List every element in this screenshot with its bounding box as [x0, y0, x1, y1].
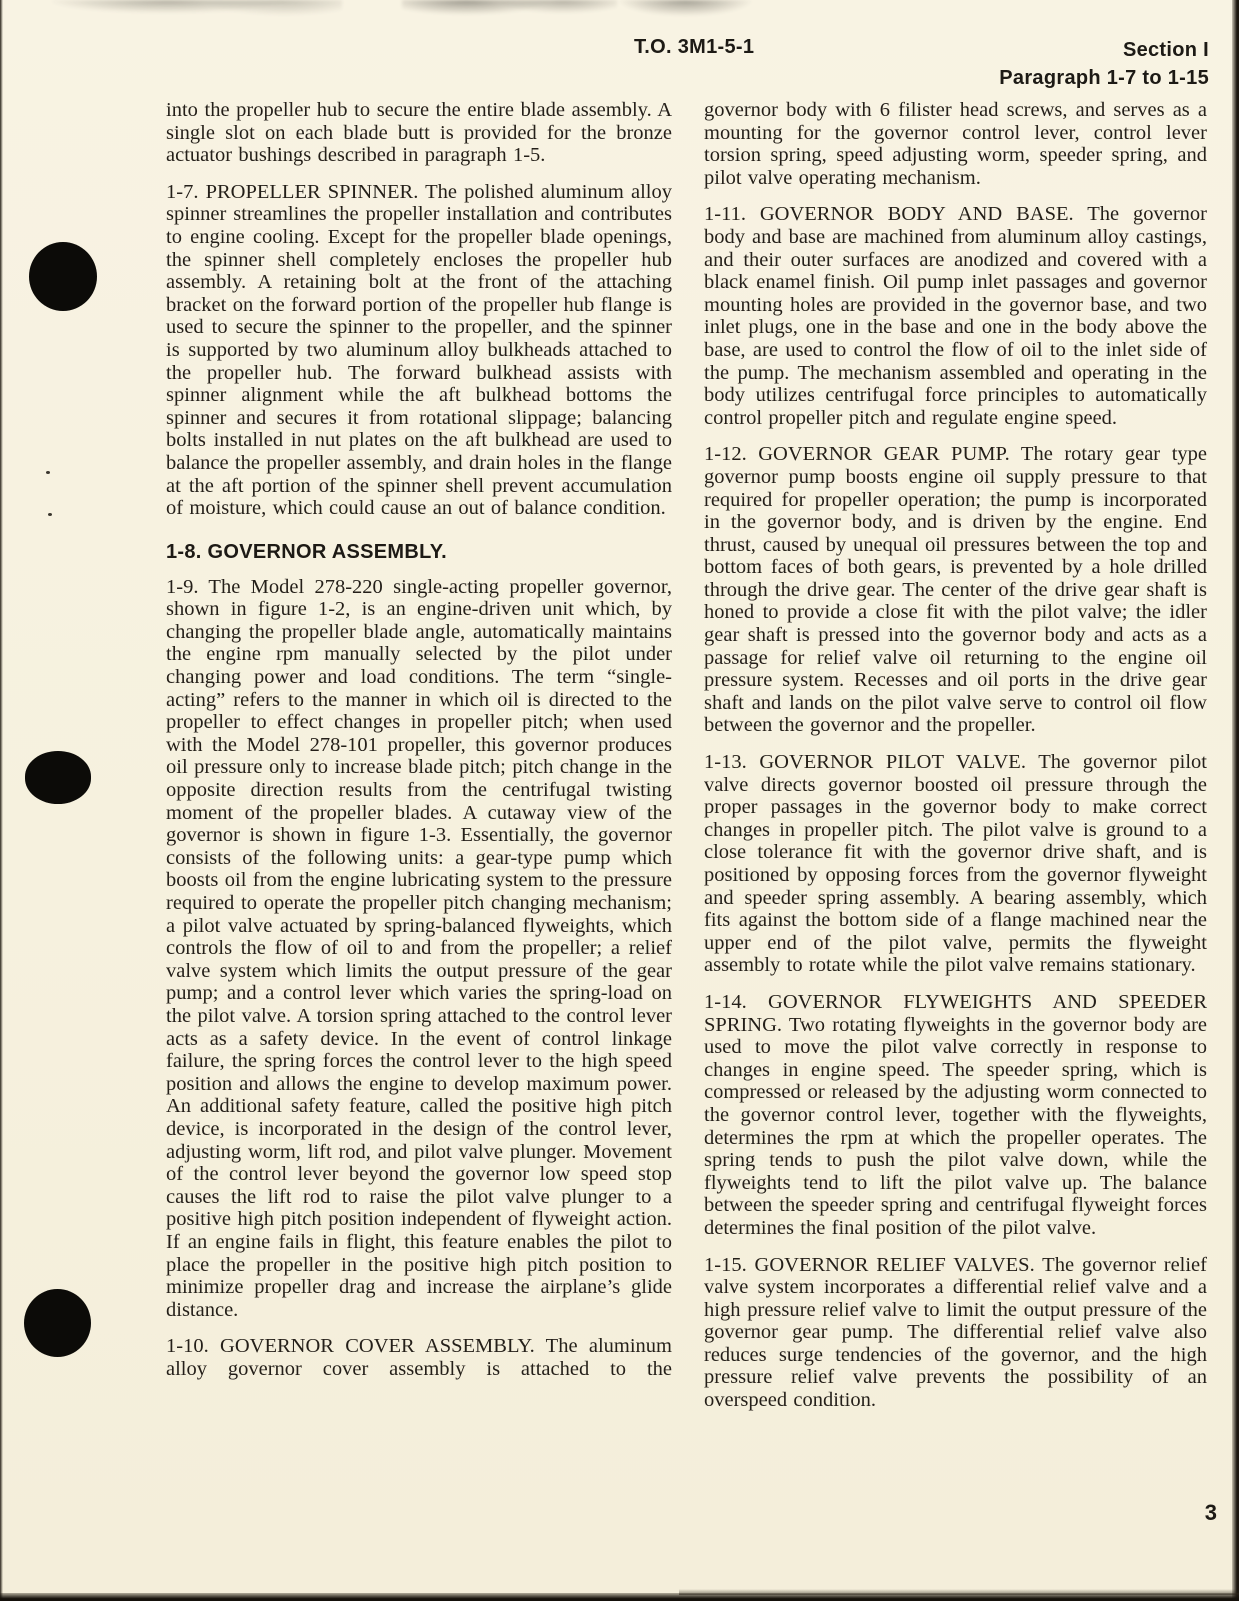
paragraph-1-10-continuation: governor body with 6 filister head screws, and serves as a mounting for the governor control lever, control lever torsion spring, speed adjusting worm, speeder spring, and pilot valve operating mechanism. — [704, 99, 1207, 189]
hole-punch-mark — [29, 242, 97, 311]
paragraph-1-7: 1-7. PROPELLER SPINNER. The polished aluminum alloy spinner streamlines the propeller installation and contributes to engine cooling. Except for the propeller blade openings, the spinner shell completely encloses the propeller hub assembly. A retaining bolt at the front of the attaching bracket on the forward portion of the propeller hub flange is used to secure the spinner to the propeller, and the spinner is supported by two aluminum alloy bulkheads attached to the propeller hub. The forward bulkhead assists with spinner alignment while the aft bulkhead bottoms the spinner and secures it from rotational slippage; balancing bolts installed in nut plates on the aft bulkhead are used to balance the propeller assembly, and drain holes in the flange at the aft portion of the spinner shell prevent accumulation of moisture, which could cause an out of balance condition. — [166, 180, 672, 520]
scan-smudge — [52, 0, 342, 16]
hole-punch-mark — [24, 1289, 91, 1357]
paragraph-range-label: Paragraph 1-7 to 1-15 — [999, 67, 1209, 89]
section-heading-1-8: 1-8. GOVERNOR ASSEMBLY. — [166, 540, 448, 563]
paragraph-1-10: 1-10. GOVERNOR COVER ASSEMBLY. The aluminum alloy governor cover assembly is attached to the — [166, 1335, 672, 1380]
ink-speck — [48, 513, 52, 516]
scan-smudge — [402, 0, 617, 16]
scan-edge-left — [0, 0, 3, 1601]
ink-speck — [46, 471, 50, 474]
scan-edge-right — [1232, 0, 1239, 1601]
scan-smudge — [618, 0, 753, 16]
paragraph-1-12: 1-12. GOVERNOR GEAR PUMP. The rotary gear type governor pump boosts engine oil supply pressure to that required for propeller operation; the pump is incorporated in the governor body, and is driven by the engine. End thrust, caused by unequal oil pressures between the top and bottom faces of both gears, is prevented by a hole drilled through the drive gear. The center of the drive gear shaft is honed to provide a close fit with the pilot valve; the idler gear shaft is pressed into the governor body and acts as a passage for relief valve oil returning to the engine oil pressure system. Recesses and oil ports in the drive gear shaft and lands on the pilot valve serve to control oil flow between the governor and the propeller. — [704, 443, 1207, 737]
paragraph-continuation: into the propeller hub to secure the entire blade assembly. A single slot on each blade butt is provided for the bronze actuator bushings described in paragraph 1-5. — [166, 99, 672, 167]
paragraph-1-14: 1-14. GOVERNOR FLYWEIGHTS AND SPEEDER SPRING. Two rotating flyweights in the governor body are used to move the pilot valve correctly in response to changes in engine speed. The speeder spring, which is compressed or released by the adjusting worm connected to the governor control lever, together with the flyweights, determines the rpm at which the propeller operates. The spring tends to push the pilot valve down, while the flyweights tend to lift the pilot valve up. The balance between the speeder spring and centrifugal flyweight forces determines the final position of the pilot valve. — [704, 990, 1207, 1239]
header-right — [999, 36, 1209, 92]
right-column — [704, 99, 1207, 1426]
paragraph-1-9: 1-9. The Model 278-220 single-acting propeller governor, shown in figure 1-2, is an engine-driven unit which, by changing the propeller blade angle, automatically maintains the engine rpm manually selected by the pilot under changing power and load conditions. The term “single-acting” refers to the manner in which oil is directed to the propeller to effect changes in propeller pitch; when used with the Model 278-101 propeller, this governor produces oil pressure only to increase blade pitch; pitch change in the opposite direction results from the centrifugal twisting moment of the propeller blades. A cutaway view of the governor is shown in figure 1-3. Essentially, the governor consists of the following units: a gear-type pump which boosts oil from the engine lubricating system to the pressure required to operate the propeller pitch changing mechanism; a pilot valve actuated by spring-balanced flyweights, which controls the flow of oil to and from the propeller; a relief valve system which limits the output pressure of the gear pump; and a control lever which varies the spring-load on the pilot valve. A torsion spring attached to the control lever acts as a safety device. In the event of control linkage failure, the spring forces the control lever to the high speed position and allows the engine to develop maximum power. An additional safety feature, called the positive high pitch device, is incorporated in the design of the control lever, adjusting worm, lift rod, and pilot valve plunger. Movement of the control lever beyond the governor low speed stop causes the lift rod to raise the pilot valve plunger to a positive high pitch position independent of flyweight action. If an engine fails in flight, this feature enables the pilot to place the propeller in the positive high pitch position to minimize propeller drag and increase the airplane’s glide distance. — [166, 575, 672, 1321]
paragraph-1-13: 1-13. GOVERNOR PILOT VALVE. The governor pilot valve directs governor boosted oil pressure through the proper passages in the governor body to make correct changes in propeller pitch. The pilot valve is ground to a close tolerance fit with the governor drive shaft, and is positioned by opposing forces from the governor flyweight and speeder spring assembly. A bearing assembly, which fits against the bottom side of a flange machined near the upper end of the pilot valve, permits the flyweight assembly to rotate while the pilot valve remains stationary. — [704, 751, 1207, 977]
section-label: Section I — [1122, 39, 1209, 61]
hole-punch-mark — [25, 751, 91, 804]
page-number: 3 — [1204, 1500, 1217, 1525]
paragraph-1-15: 1-15. GOVERNOR RELIEF VALVES. The governor relief valve system incorporates a differential relief valve and a high pressure relief valve to limit the output pressure of the governor gear pump. The differential relief valve also reduces surge tendencies of the governor, and the high pressure relief valve prevents the possibility of an overspeed condition. — [704, 1253, 1207, 1412]
scan-edge-bottom — [0, 1593, 1239, 1601]
doc-number: T.O. 3M1-5-1 — [634, 36, 755, 58]
paragraph-1-11: 1-11. GOVERNOR BODY AND BASE. The governor body and base are machined from aluminum alloy castings, and their outer surfaces are anodized and covered with a black enamel finish. Oil pump inlet passages and governor mounting holes are provided in the governor base, and two inlet plugs, one in the base and one in the body above the base, are used to control the flow of oil to the inlet side of the pump. The mechanism assembled and operating in the body utilizes centrifugal force principles to automatically control propeller pitch and regulate engine speed. — [704, 203, 1207, 429]
left-column — [166, 99, 672, 1394]
